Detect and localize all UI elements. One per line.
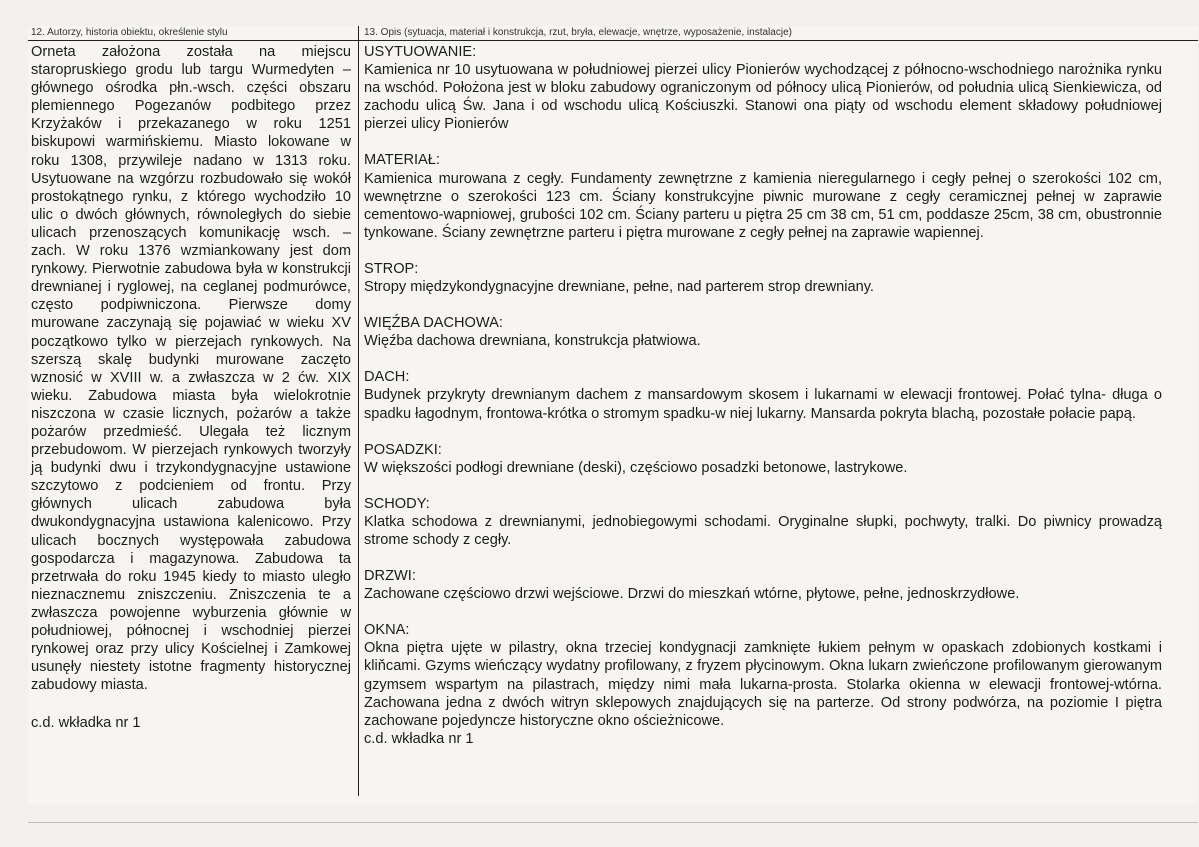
section-heading: STROP: [364,260,419,277]
section-heading: DRZWI: [364,568,416,585]
section-heading: DACH: [364,369,410,386]
column-divider [358,26,359,796]
section-text: Budynek przykryty drewnianym dachem z mansardowym skosem i lukarnami w elewacji frontowej. Połać tylna- długa o spadku łagodnym, frontowa-krótka o stromym spadku-w niej lukarny. Mansarda pokryta blachą, pozostałe połacie papą. [364,387,1162,422]
history-text: Orneta założona została na miejscu staropruskiego grodu lub targu Wurmedyten – głównego ośrodka płn.-wsch. części obszaru plemiennego Pogezanów podbitego przez Krzyżaków i przekazanego w roku 1251 biskupowi warmińskiemu. Miasto lokowane w roku 1308, przywileje nadano w 1313 roku. Usytuowane na wzgórzu rozbudowało się wokół prostokątnego rynku, z którego wychodziło 10 ulic o dwóch głównych, równoległych do siebie ulicach przenoszących komunikację wsch. – zach. W roku 1376 wzmiankowany jest dom rynkowy. Pierwotnie zabudowa była w konstrukcji drewnianej i ryglowej, na ceglanej podmurówce, często podpiwniczona. Pierwsze domy murowane zaczynają się pojawiać w wieku XV początkowo tylko w pierzejach rynkowych. Na szerszą skalę budynki murowane zaczęto wznosić w XVIII w. a zwłaszcza w 2 ćw. XIX wieku. Zabudowa miasta była wielokrotnie niszczona w czasie licznych, pożarów a także pożarów przedmieść. Ulegała też licznym przebudowom. W pierzejach rynkowych tworzyły ją budynki dwu i trzykondygnacyjne ustawione szczytowo z podcieniem od frontu. Przy głównych ulicach zabudowa była dwukondygnacyjna ustawiona kalenicowo. Przy ulicach bocznych występowała zabudowa gospodarcza i magazynowa. Zabudowa ta przetrwała do roku 1945 kiedy to miasto uległo nieznacznemu zniszczeniu. Zniszczenia te a zwłaszcza powojenne wyburzenia głównie w południowej, północnej i wschodniej pierzei rynkowej oraz przy ulicy Kościelnej i Zamkowej usunęły niestety istotne fragmenty historycznej zabudowy miasta. [31,44,351,694]
section-text: W większości podłogi drewniane (deski), częściowo posadzki betonowe, lastrykowe. [364,459,908,476]
section-heading: USYTUOWANIE: [364,44,477,60]
description-continuation: c.d. wkładka nr 1 [364,730,474,747]
history-column [31,43,351,732]
bottom-border [28,822,1198,823]
section-text: Kamienica nr 10 usytuowana w południowej pierzei ulicy Pionierów wychodzącej z północno-wschodniego narożnika rynku na wschód. Położona jest w bloku zabudowy ograniczonym od północy ulicą Pionierów, od południa ulicą Sienkiewicza, od zachodu ulicą Św. Jana i od wschodu ulicą Kościuszki. Stanowi ona piąty od wschodu element składowy południowej pierzei ulicy Pionierów [364,62,1162,133]
section-location [364,43,1162,133]
section-text: Zachowane częściowo drzwi wejściowe. Drzwi do mieszkań wtórne, płytowe, pełne, jednoskrzydłowe. [364,586,1020,603]
section-heading: POSADZKI: [364,441,442,458]
section-floors [364,441,1162,477]
header-divider [28,40,1198,41]
section-text: Klatka schodowa z drewnianymi, jednobiegowymi schodami. Oryginalne słupki, pochwyty, tralki. Do piwnicy prowadzą strome schody z cegły. [364,513,1162,548]
section-windows [364,621,1162,730]
section-heading: WIĘŹBA DACHOWA: [364,315,503,332]
left-column-header: 12. Autorzy, historia obiektu, określenie stylu [31,27,228,38]
section-roof-truss [364,314,1162,350]
section-heading: OKNA: [364,622,410,639]
form-sheet [28,26,1198,804]
right-column-header: 13. Opis (sytuacja, materiał i konstrukcja, rzut, bryła, elewacje, wnętrze, wyposażenie, instalacje) [364,27,792,38]
section-text: Więźba dachowa drewniana, konstrukcja płatwiowa. [364,333,701,350]
history-continuation: c.d. wkładka nr 1 [31,715,141,732]
section-heading: SCHODY: [364,495,430,512]
section-heading: MATERIAŁ: [364,152,440,169]
section-stairs [364,495,1162,549]
section-text: Okna piętra ujęte w pilastry, okna trzeciej kondygnacji zamknięte łukiem pełnym w opaskach zdobionych kostkami i kliňcami. Gzyms wieńczący wydatny profilowany, z fryzem płycinowym. Okna lukarn zwieńczone profilowanym gierowanym gzymsem wspartym na pilastrach, między nimi mała lukarna-prosta. Stolarka okienna w elewacji frontowej-wtórna. Zachowana jedna z dwóch witryn sklepowych znajdujących się na parterze. Od strony podwórza, na poziomie I piętra zachowane pojedyncze historyczne okno ościeżnicowe. [364,640,1162,729]
section-roof [364,368,1162,422]
description-column [364,43,1162,748]
section-doors [364,567,1162,603]
section-material [364,151,1162,241]
section-text: Kamienica murowana z cegły. Fundamenty zewnętrzne z kamienia nieregularnego i cegły pełnej o szerokości 102 cm, wewnętrzne o szerokości 123 cm. Ściany konstrukcyjne piwnic murowane z cegły ceramicznej pełnej w zaprawie cementowo-wapniowej, grubości 102 cm. Ściany parteru u piętra 25 cm 38 cm, 51 cm, poddasze 25cm, 38 cm, obustronnie tynkowane. Ściany zewnętrzne parteru i piętra murowane z cegły pełnej na zaprawie wapiennej. [364,170,1162,241]
section-ceiling [364,260,1162,296]
section-text: Stropy międzykondygnacyjne drewniane, pełne, nad parterem strop drewniany. [364,279,874,296]
